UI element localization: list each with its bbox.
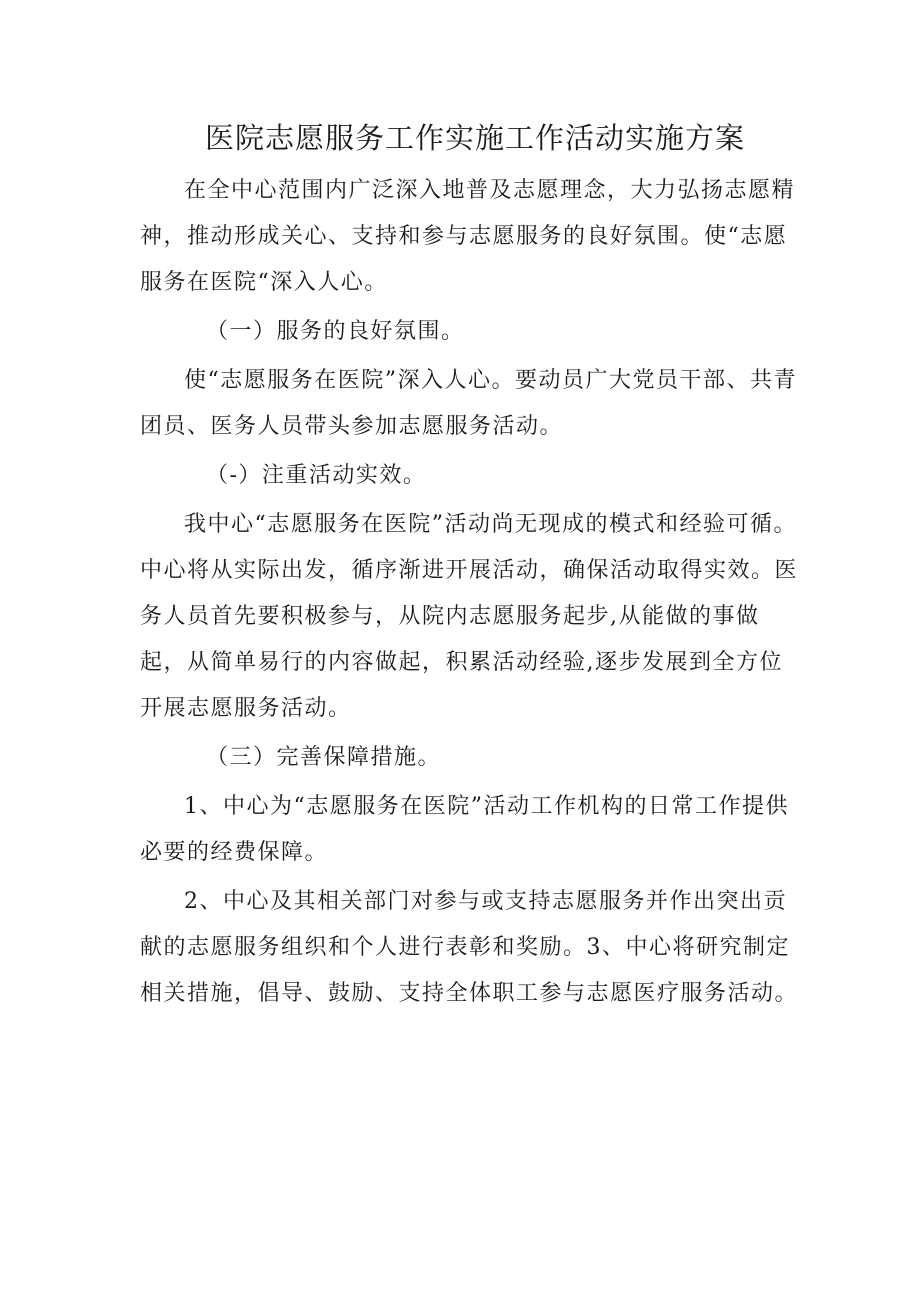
paragraph-section-1: 使“志愿服务在医院”深入人心。要动员广大党员干部、共青团员、医务人员带头参加志愿服务活动。: [140, 368, 797, 439]
section-heading-3: （三）完善保障措施。: [206, 745, 442, 770]
document-title: 医院志愿服务工作实施工作活动实施方案: [204, 121, 745, 155]
document-body: [140, 168, 800, 1017]
paragraph-item-1: 1、中心为“志愿服务在医院”活动工作机构的日常工作提供必要的经费保障。: [140, 794, 789, 865]
paragraph-item-2: 2、中心及其相关部门对参与或支持志愿服务并作出突出贡献的志愿服务组织和个人进行表彰和奖励。3、中心将研究制定相关措施，倡导、鼓励、支持全体职工参与志愿医疗服务活动。: [140, 889, 799, 1006]
section-heading-1: （一）服务的良好氛围。: [206, 319, 465, 344]
paragraph-intro: 在全中心范围内广泛深入地普及志愿理念，大力弘扬志愿精神，推动形成关心、支持和参与志愿服务的良好氛围。使“志愿服务在医院“深入人心。: [140, 178, 796, 295]
section-heading-2: （-）注重活动实效。: [206, 463, 427, 488]
paragraph-section-2: 我中心“志愿服务在医院”活动尚无现成的模式和经验可循。中心将从实际出发，循序渐进开展活动，确保活动取得实效。医务人员首先要积极参与，从院内志愿服务起步,从能做的事做起，从简单易行的内容做起，积累活动经验,逐步发展到全方位开展志愿服务活动。: [140, 512, 799, 721]
